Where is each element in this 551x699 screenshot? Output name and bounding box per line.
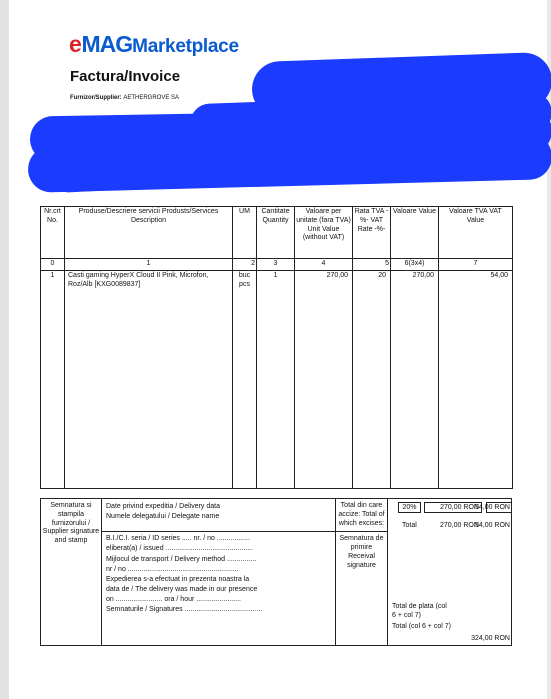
row-um: buc pcs <box>233 271 257 487</box>
logo-mag: MAG <box>81 31 133 57</box>
supplier-name: AETHERGROVE SA <box>123 95 180 101</box>
invoice-title: Factura/Invoice <box>70 68 181 85</box>
supplier-signature-cell: Semnatura si stampila furnizorului / Supplier signature and stamp <box>41 499 102 645</box>
header-unit-value: Valoare per unitate (fara TVA) Unit Value (without VAT) <box>295 207 353 259</box>
header-vat-rate: Rata TVA -%- VAT Rate -%- <box>353 207 391 259</box>
delivery-line: eliberat(a) / issued ............................................. <box>106 545 254 553</box>
delivery-line: Expedierea s-a efectuat in prezenta noastra la <box>106 575 250 583</box>
delivery-line: data de / The delivery was made in our presence <box>106 585 258 593</box>
column-index-row <box>41 259 513 271</box>
index-cell: 1 <box>65 259 233 271</box>
totals-values-cell <box>388 499 513 645</box>
row-description: Casti gaming HyperX Cloud II Pink, Microfon, Roz/Alb [KXG0089837] <box>65 271 233 487</box>
row-vat-value: 54,00 <box>439 271 513 487</box>
header-um: UM <box>233 207 257 259</box>
delivery-line: Mijlocul de transport / Delivery method ............... <box>106 555 257 563</box>
totals-label-cell <box>336 499 388 645</box>
row-quantity: 1 <box>257 271 295 487</box>
header-nr: Nr.crt No. <box>41 207 65 259</box>
table-header-row <box>41 207 513 259</box>
divider <box>102 531 335 532</box>
delivery-line: Semnaturile / Signatures ........................................ <box>106 606 263 614</box>
index-cell: 3 <box>257 259 295 271</box>
delivery-line: nr / no ......................................................... <box>106 565 239 573</box>
row-unit-value: 270,00 <box>295 271 353 487</box>
header-vat-value: Valoare TVA VAT Value <box>439 207 513 259</box>
table-row <box>41 271 513 487</box>
index-cell: 5 <box>353 259 391 271</box>
vat-total: 54,00 RON <box>474 522 510 529</box>
vat-rate-box: 20% <box>398 502 421 513</box>
logo-marketplace: Marketplace <box>132 36 239 57</box>
delivery-line: Date privind expeditia / Delivery data <box>106 503 221 510</box>
index-cell: 4 <box>295 259 353 271</box>
value-total-box: 270,00 RON <box>424 502 482 513</box>
index-cell: 6(3x4) <box>391 259 439 271</box>
invoice-footer <box>40 498 512 646</box>
delivery-data-cell <box>102 499 336 645</box>
delivery-line: on ........................ ora / hour ....................... <box>106 596 241 604</box>
row-vat-rate: 20 <box>353 271 391 487</box>
table-bottom-border <box>41 487 513 489</box>
total-excises-label: Total din care accize: Total of which excises: <box>338 502 385 527</box>
index-cell: 7 <box>439 259 513 271</box>
header-value: Valoare Value <box>391 207 439 259</box>
total-label: Total <box>402 522 417 529</box>
header-description: Produse/Descriere servicii Produsts/Services Description <box>65 207 233 259</box>
supplier-line <box>70 95 179 101</box>
total-label-2: Total (col 6 + col 7) <box>392 623 451 630</box>
row-nr: 1 <box>41 271 65 487</box>
page-shadow-left <box>0 0 9 699</box>
header-quantity: Cantitate Quantity <box>257 207 295 259</box>
logo-e: e <box>69 31 82 57</box>
receipt-signature-label: Semnatura de primire Receival signature <box>339 535 384 569</box>
row-value: 270,00 <box>391 271 439 487</box>
value-total: 270,00 RON <box>440 522 479 529</box>
divider <box>336 531 387 532</box>
index-cell: 2 <box>233 259 257 271</box>
emag-marketplace-logo <box>69 31 239 58</box>
invoice-items-table <box>40 206 513 489</box>
supplier-label: Furnizor/Supplier: <box>70 95 122 101</box>
delivery-line: Numele delegatului / Delegate name <box>106 513 220 521</box>
vat-total-20: 54,00 RON <box>474 504 510 511</box>
payment-total-label: Total de plata (col 6 + col 7) <box>392 603 447 619</box>
delivery-line: B.I./C.I. seria / ID series ..... nr. / no ................. <box>106 535 250 543</box>
grand-total: 324,00 RON <box>471 635 510 642</box>
index-cell: 0 <box>41 259 65 271</box>
